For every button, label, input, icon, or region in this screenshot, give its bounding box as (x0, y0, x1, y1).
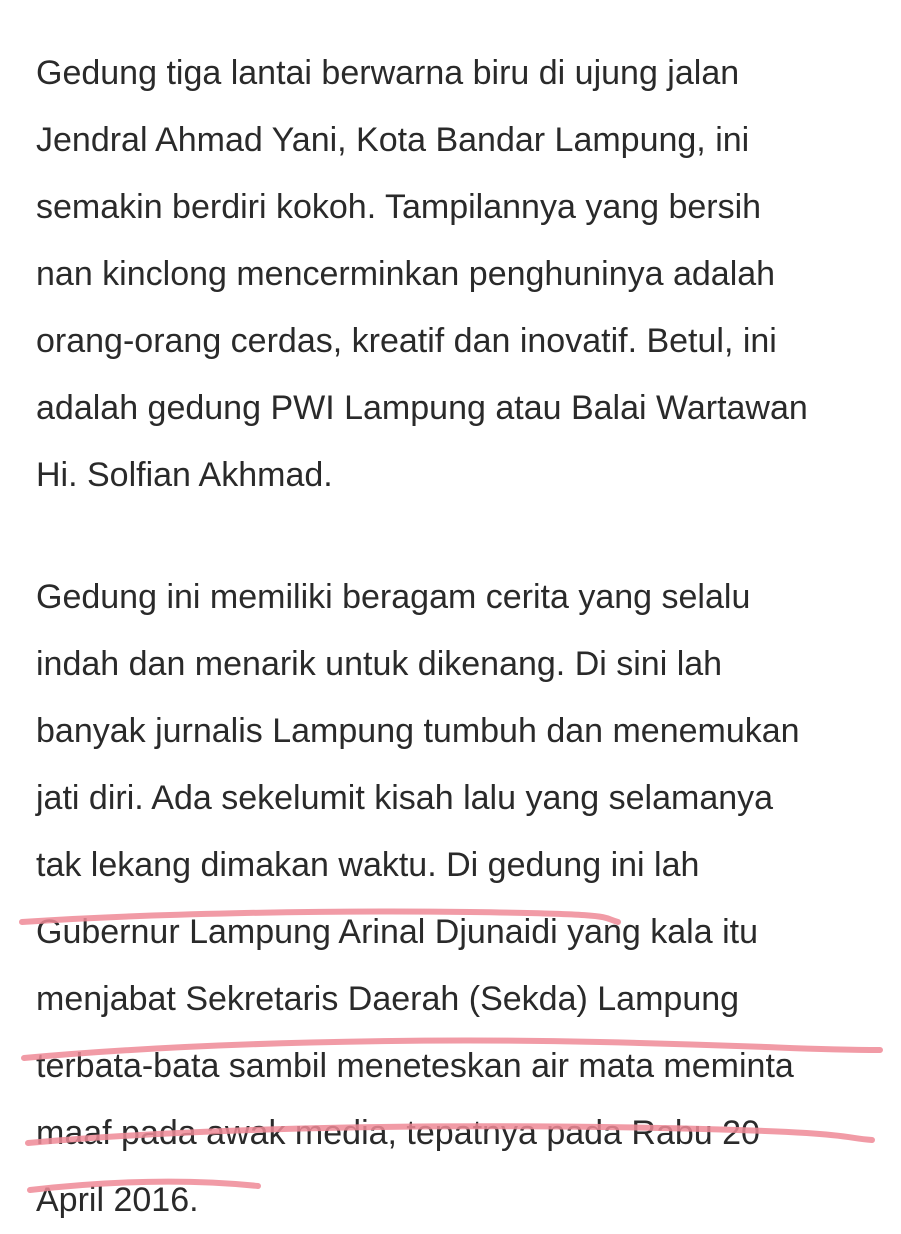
paragraph-2 (36, 564, 876, 1234)
text-line: nan kinclong mencerminkan penghuninya adalah (36, 255, 776, 293)
text-line: terbata-bata sambil meneteskan air mata meminta (36, 1047, 794, 1085)
paragraph-1 (36, 40, 876, 509)
text-line: April 2016. (36, 1181, 199, 1219)
text-line: indah dan menarik untuk dikenang. Di sini lah (36, 645, 723, 683)
text-line: Gedung tiga lantai berwarna biru di ujung jalan (36, 54, 740, 92)
text-line: banyak jurnalis Lampung tumbuh dan menemukan (36, 712, 800, 750)
text-line: Gedung ini memiliki beragam cerita yang selalu (36, 578, 751, 616)
article-body (36, 40, 876, 1234)
text-line: semakin berdiri kokoh. Tampilannya yang bersih (36, 188, 762, 226)
text-line: orang-orang cerdas, kreatif dan inovatif. Betul, ini (36, 322, 777, 360)
text-line: tak lekang dimakan waktu. Di gedung ini lah (36, 846, 700, 884)
paragraph-spacer (36, 509, 876, 564)
text-line: Jendral Ahmad Yani, Kota Bandar Lampung, ini (36, 121, 750, 159)
text-line: maaf pada awak media, tepatnya pada Rabu 20 (36, 1114, 760, 1152)
text-line: adalah gedung PWI Lampung atau Balai Wartawan (36, 389, 808, 427)
text-line: Gubernur Lampung Arinal Djunaidi yang kala itu (36, 913, 759, 951)
text-line: Hi. Solfian Akhmad. (36, 456, 333, 494)
text-line: menjabat Sekretaris Daerah (Sekda) Lampung (36, 980, 740, 1018)
text-line: jati diri. Ada sekelumit kisah lalu yang selamanya (36, 779, 774, 817)
